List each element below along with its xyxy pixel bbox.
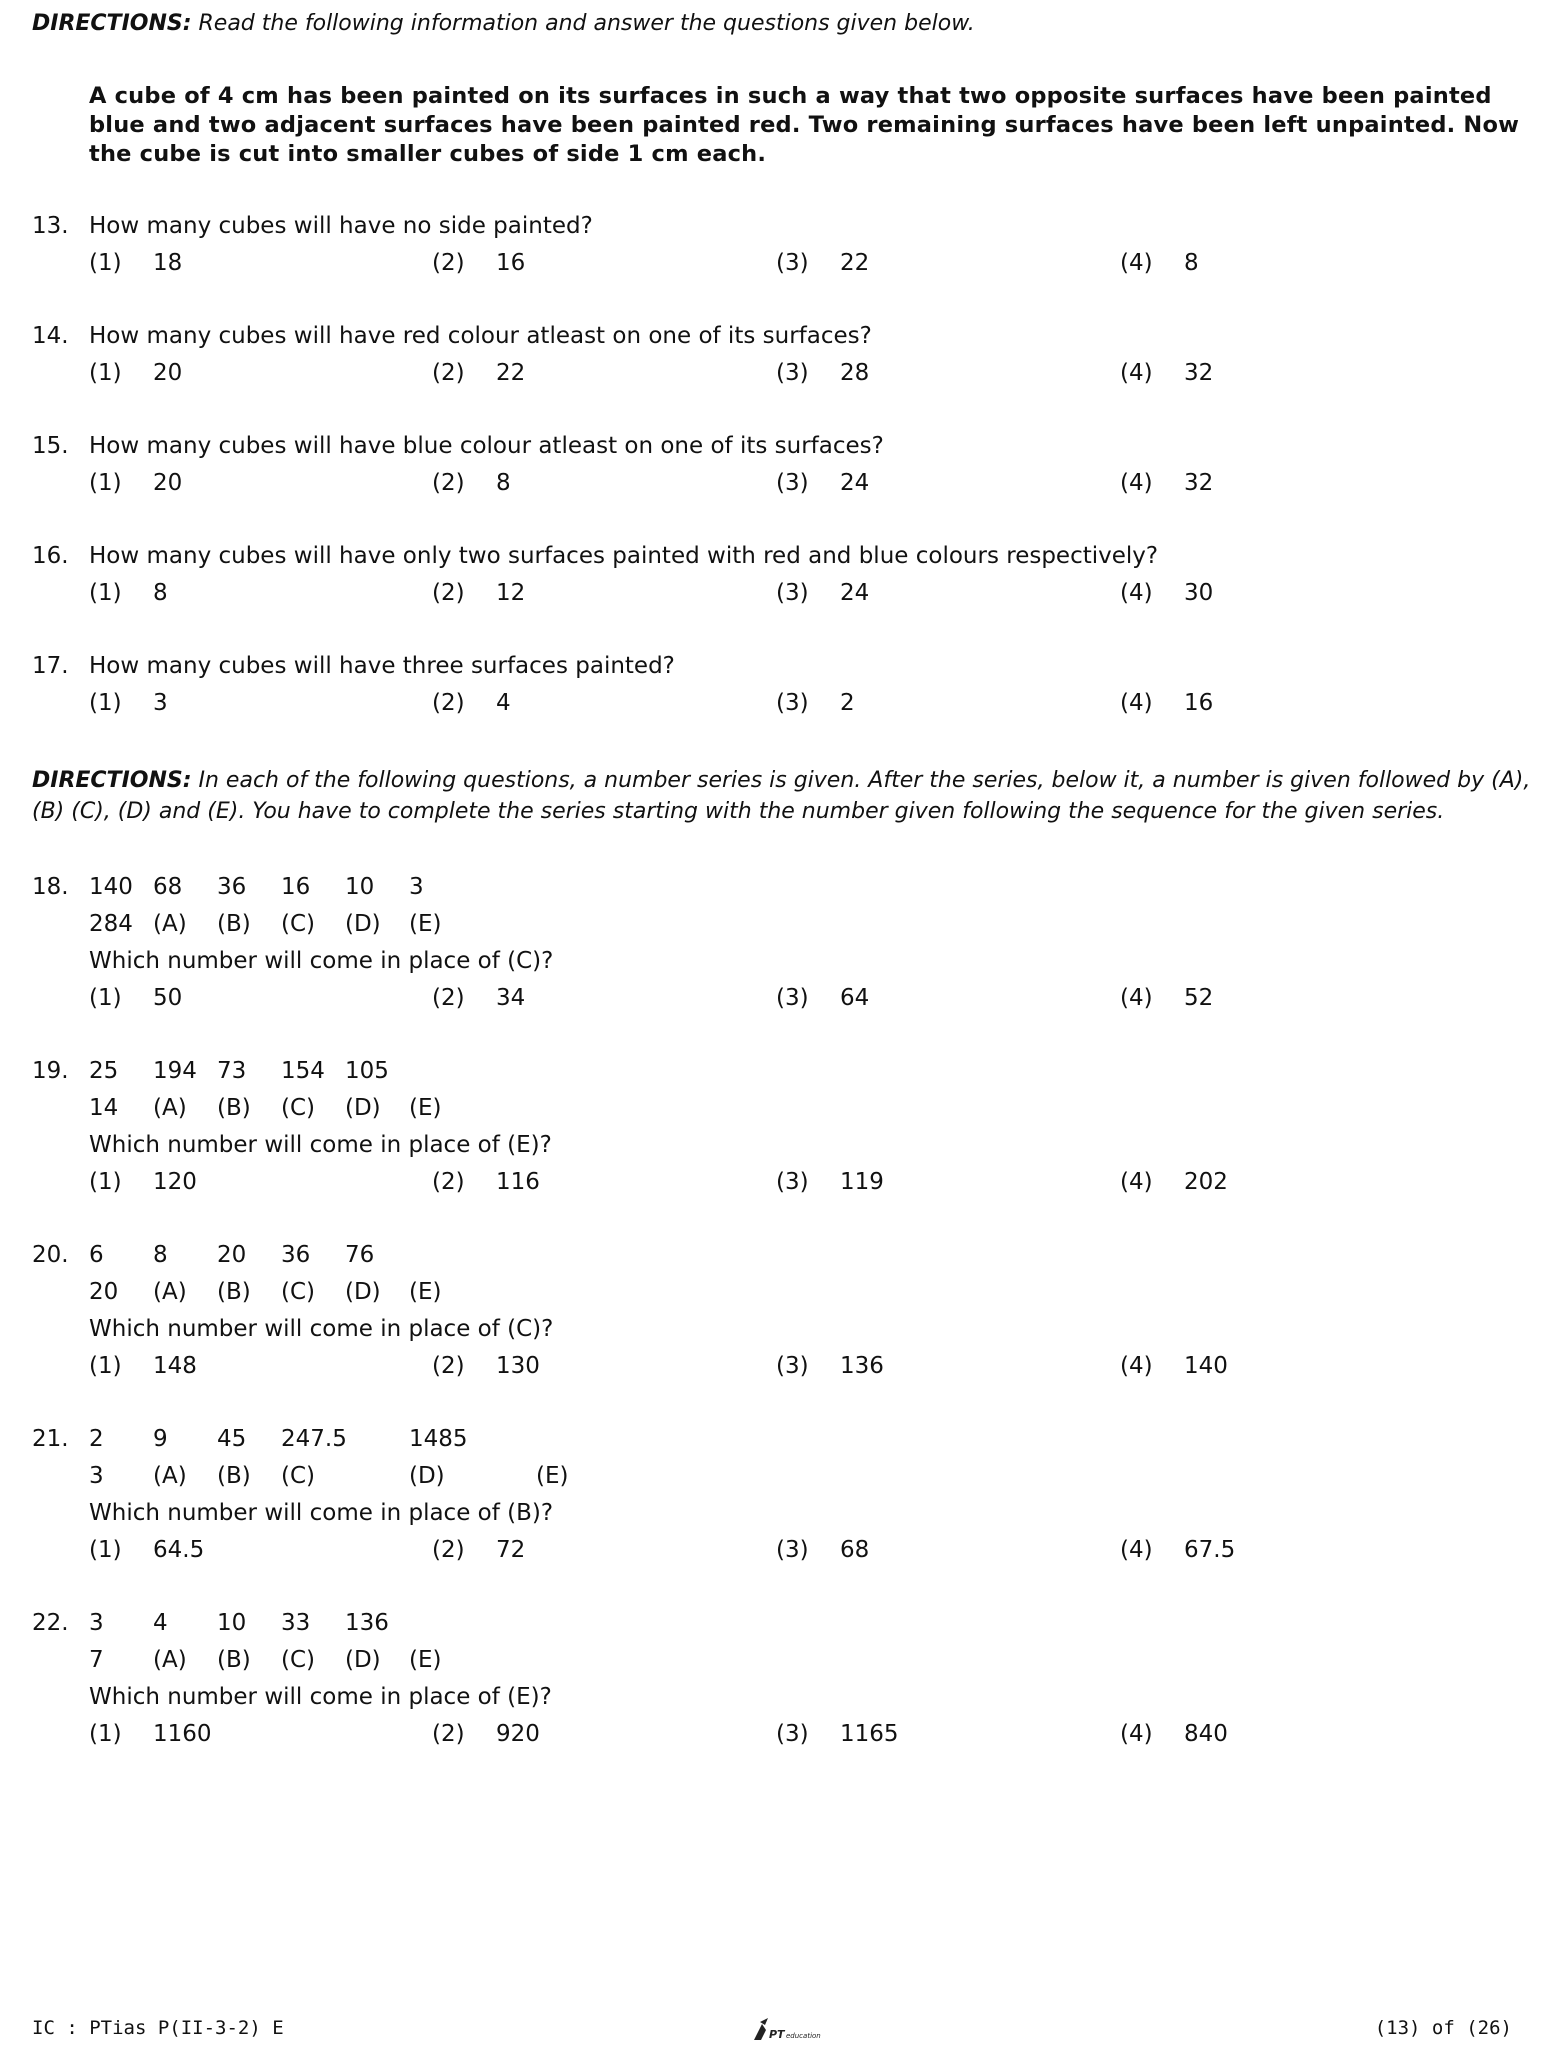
series-value: 105 — [345, 1058, 389, 1084]
option-3: (3) 136 — [776, 1353, 884, 1379]
blank-c: (C) — [281, 1095, 316, 1121]
blank-d: (D) — [409, 1463, 445, 1489]
svg-text:education: education — [786, 2032, 821, 2040]
question-text: Which number will come in place of (B)? — [89, 1500, 554, 1526]
option-2: (2) 920 — [432, 1721, 540, 1747]
option-2: (2) 8 — [432, 470, 511, 496]
blank-e: (E) — [409, 1647, 442, 1673]
series-value: 68 — [153, 874, 183, 900]
blank-e: (E) — [409, 911, 442, 937]
blank-c: (C) — [281, 1279, 316, 1305]
option-3: (3) 2 — [776, 690, 855, 716]
series-value: 73 — [217, 1058, 247, 1084]
series-value: 3 — [89, 1610, 104, 1636]
blank-d: (D) — [345, 1279, 381, 1305]
option-3: (3) 24 — [776, 580, 870, 606]
question-number: 19. — [32, 1058, 69, 1084]
option-4: (4) 32 — [1120, 470, 1214, 496]
option-4: (4) 840 — [1120, 1721, 1228, 1747]
blank-e: (E) — [409, 1095, 442, 1121]
series-start: 3 — [89, 1463, 104, 1489]
option-1: (1) 50 — [89, 985, 183, 1011]
directions-1 — [32, 8, 975, 39]
question-text: How many cubes will have no side painted? — [89, 213, 593, 239]
directions-label: DIRECTIONS: — [32, 768, 192, 793]
question-text: Which number will come in place of (E)? — [89, 1132, 552, 1158]
option-4: (4) 16 — [1120, 690, 1214, 716]
option-1: (1) 64.5 — [89, 1537, 205, 1563]
blank-b: (B) — [217, 1095, 251, 1121]
question-number: 21. — [32, 1426, 69, 1452]
blank-d: (D) — [345, 911, 381, 937]
question-number: 16. — [32, 543, 69, 569]
option-2: (2) 4 — [432, 690, 511, 716]
blank-d: (D) — [345, 1647, 381, 1673]
option-4: (4) 67.5 — [1120, 1537, 1236, 1563]
series-value: 6 — [89, 1242, 104, 1268]
series-value: 36 — [217, 874, 247, 900]
series-value: 8 — [153, 1242, 168, 1268]
option-4: (4) 8 — [1120, 250, 1199, 276]
series-value: 45 — [217, 1426, 247, 1452]
series-value: 33 — [281, 1610, 311, 1636]
series-start: 7 — [89, 1647, 104, 1673]
blank-d: (D) — [345, 1095, 381, 1121]
question-number: 22. — [32, 1610, 69, 1636]
blank-b: (B) — [217, 911, 251, 937]
series-value: 25 — [89, 1058, 119, 1084]
question-number: 20. — [32, 1242, 69, 1268]
directions-2 — [32, 765, 1532, 827]
question-number: 14. — [32, 323, 69, 349]
option-3: (3) 22 — [776, 250, 870, 276]
footer-code: IC : PTias P(II-3-2) E — [32, 2017, 284, 2039]
option-1: (1) 148 — [89, 1353, 197, 1379]
question-text: How many cubes will have blue colour atleast on one of its surfaces? — [89, 433, 884, 459]
series-value: 1485 — [409, 1426, 468, 1452]
question-text: How many cubes will have three surfaces painted? — [89, 653, 675, 679]
series-value: 140 — [89, 874, 133, 900]
blank-a: (A) — [153, 1095, 187, 1121]
blank-e: (E) — [409, 1279, 442, 1305]
option-4: (4) 202 — [1120, 1169, 1228, 1195]
question-text: Which number will come in place of (C)? — [89, 948, 554, 974]
option-2: (2) 12 — [432, 580, 526, 606]
blank-c: (C) — [281, 1647, 316, 1673]
question-text: Which number will come in place of (E)? — [89, 1684, 552, 1710]
series-value: 10 — [345, 874, 375, 900]
series-start: 20 — [89, 1279, 119, 1305]
option-4: (4) 52 — [1120, 985, 1214, 1011]
option-1: (1) 20 — [89, 360, 183, 386]
blank-b: (B) — [217, 1647, 251, 1673]
blank-a: (A) — [153, 1279, 187, 1305]
option-2: (2) 116 — [432, 1169, 540, 1195]
series-start: 284 — [89, 911, 133, 937]
question-text: How many cubes will have only two surfaces painted with red and blue colours respectively? — [89, 543, 1159, 569]
passage: A cube of 4 cm has been painted on its surfaces in such a way that two opposite surfaces have been painted blue and two adjacent surfaces have been painted red. Two remaining surfaces have been left unpainted. Now the cube is cut into smaller cubes of side 1 cm each. — [89, 83, 1520, 167]
blank-a: (A) — [153, 911, 187, 937]
question-number: 17. — [32, 653, 69, 679]
directions-text: In each of the following questions, a number series is given. After the series, below it, a number is given followed by (A), (B) (C), (D) and (E). You have to complete the series starting with the number given following the sequence for the given series. — [32, 768, 1531, 824]
blank-c: (C) — [281, 1463, 316, 1489]
option-3: (3) 28 — [776, 360, 870, 386]
series-value: 4 — [153, 1610, 168, 1636]
series-value: 10 — [217, 1610, 247, 1636]
series-value: 154 — [281, 1058, 325, 1084]
series-value: 9 — [153, 1426, 168, 1452]
series-value: 76 — [345, 1242, 375, 1268]
svg-text:PT: PT — [769, 2028, 785, 2041]
option-2: (2) 22 — [432, 360, 526, 386]
question-number: 13. — [32, 213, 69, 239]
option-3: (3) 64 — [776, 985, 870, 1011]
option-1: (1) 120 — [89, 1169, 197, 1195]
series-value: 2 — [89, 1426, 104, 1452]
option-1: (1) 8 — [89, 580, 168, 606]
option-4: (4) 32 — [1120, 360, 1214, 386]
option-4: (4) 30 — [1120, 580, 1214, 606]
series-start: 14 — [89, 1095, 119, 1121]
option-1: (1) 3 — [89, 690, 168, 716]
option-1: (1) 18 — [89, 250, 183, 276]
option-3: (3) 68 — [776, 1537, 870, 1563]
option-3: (3) 1165 — [776, 1721, 899, 1747]
directions-text: Read the following information and answer the questions given below. — [191, 11, 975, 36]
series-value: 136 — [345, 1610, 389, 1636]
option-1: (1) 1160 — [89, 1721, 212, 1747]
blank-a: (A) — [153, 1463, 187, 1489]
question-text: Which number will come in place of (C)? — [89, 1316, 554, 1342]
option-2: (2) 16 — [432, 250, 526, 276]
question-text: How many cubes will have red colour atleast on one of its surfaces? — [89, 323, 872, 349]
option-1: (1) 20 — [89, 470, 183, 496]
page-number: (13) of (26) — [1374, 2017, 1512, 2039]
option-2: (2) 130 — [432, 1353, 540, 1379]
series-value: 3 — [409, 874, 424, 900]
option-3: (3) 24 — [776, 470, 870, 496]
blank-a: (A) — [153, 1647, 187, 1673]
blank-b: (B) — [217, 1279, 251, 1305]
series-value: 247.5 — [281, 1426, 347, 1452]
series-value: 36 — [281, 1242, 311, 1268]
option-3: (3) 119 — [776, 1169, 884, 1195]
question-number: 15. — [32, 433, 69, 459]
blank-c: (C) — [281, 911, 316, 937]
blank-b: (B) — [217, 1463, 251, 1489]
series-value: 20 — [217, 1242, 247, 1268]
option-2: (2) 34 — [432, 985, 526, 1011]
blank-e: (E) — [536, 1463, 569, 1489]
question-number: 18. — [32, 874, 69, 900]
series-value: 16 — [281, 874, 311, 900]
option-4: (4) 140 — [1120, 1353, 1228, 1379]
option-2: (2) 72 — [432, 1537, 526, 1563]
series-value: 194 — [153, 1058, 197, 1084]
pt-education-logo-icon — [752, 2016, 822, 2042]
directions-label: DIRECTIONS: — [32, 11, 192, 36]
